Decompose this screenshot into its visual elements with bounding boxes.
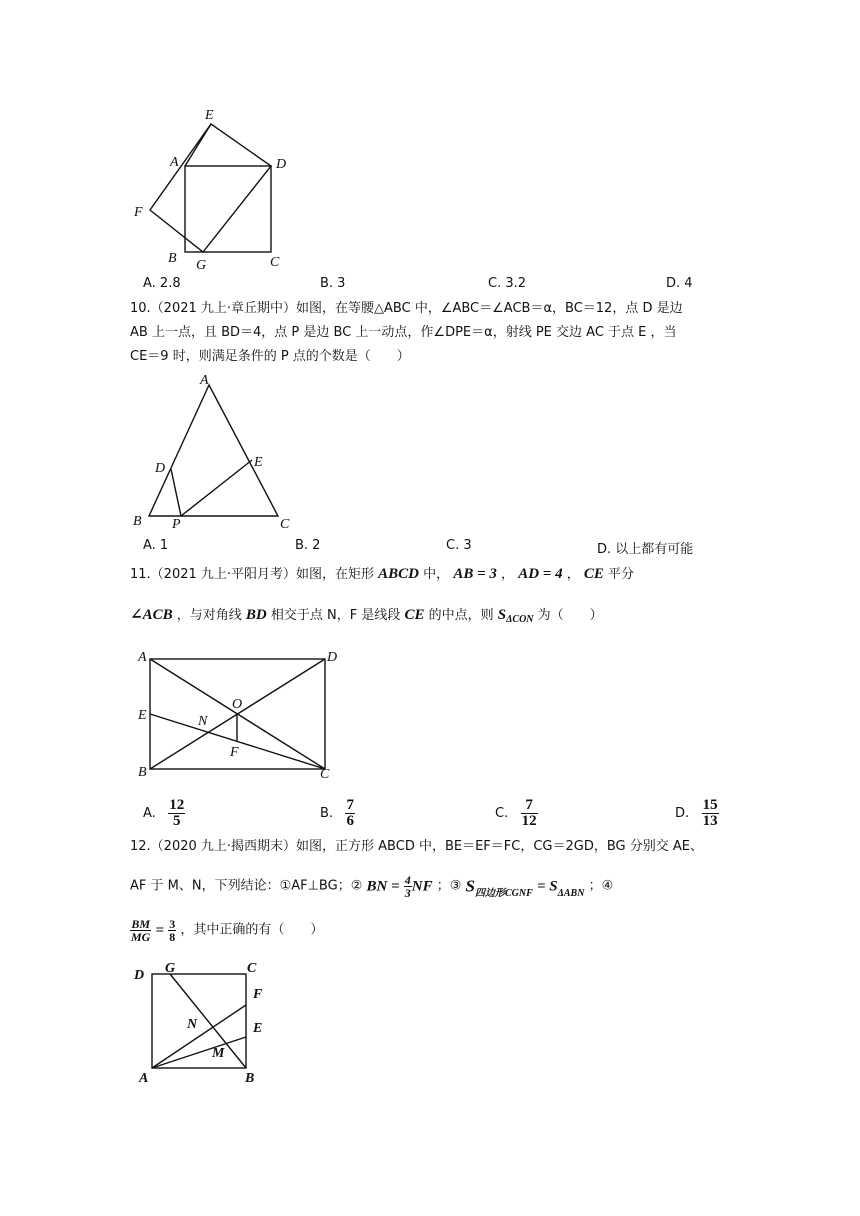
q11-option-a-den: 5 <box>172 813 181 829</box>
q10-option-b[interactable]: B. 2 <box>295 538 321 553</box>
q9-option-a[interactable]: A. 2.8 <box>143 276 181 291</box>
q12-line2-nf: NF <box>411 878 433 895</box>
q12-line2-s1: S <box>465 876 476 896</box>
q11-line2-ce: CE <box>404 607 425 623</box>
q12-label-m: M <box>212 1046 225 1061</box>
q12-label-g: G <box>165 961 176 976</box>
q10-stem-line1: 10.（2021 九上·章丘期中）如图，在等腰△ABC 中，∠ABC＝∠ACB＝α，BC＝12，点 D 是边 <box>130 301 683 316</box>
q12-line2-s1-sub: 四边形CGNF <box>475 888 533 899</box>
q12-square-abcd <box>152 974 246 1068</box>
q12-label-e: E <box>253 1021 263 1036</box>
q12-segment-bg <box>170 974 246 1068</box>
q9-label-g: G <box>196 258 207 273</box>
q10-label-a: A <box>200 373 209 388</box>
q9-label-d: D <box>276 157 287 172</box>
q11-line2-i: 为（ ） <box>537 608 603 623</box>
q9-option-d[interactable]: D. 4 <box>666 276 693 291</box>
q12-line2-semi: ；③ <box>436 878 462 894</box>
q11-option-c-num: 7 <box>521 798 538 814</box>
q11-line1-ce: CE <box>583 566 604 582</box>
q12-line3-frac-num: 3 <box>169 917 176 931</box>
q12-line2-bn: BN = <box>366 878 400 895</box>
q11-line1-ab: AB = 3 <box>453 566 497 582</box>
q12-line3-frac-den: 8 <box>169 930 176 944</box>
q11-option-b-den: 6 <box>346 813 354 829</box>
q11-label-f: F <box>230 745 239 760</box>
q11-option-c-letter: C. <box>495 806 509 821</box>
q11-label-c: C <box>320 767 330 782</box>
q12-label-b: B <box>245 1071 255 1086</box>
q11-label-e: E <box>138 708 147 723</box>
q11-line2-s: S <box>497 607 507 623</box>
q11-option-a-letter: A. <box>143 806 156 821</box>
q12-label-a: A <box>139 1071 149 1086</box>
q9-label-e: E <box>205 108 214 123</box>
q11-option-c-den: 12 <box>521 813 537 829</box>
q11-line1-a: 11.（2021 九上·平阳月考）如图，在矩形 <box>130 567 375 582</box>
q11-line2-d: 相交于点 N，F 是线段 <box>270 608 401 623</box>
q11-line1-pingfen: 平分 <box>608 567 635 582</box>
q11-line2-bd: BD <box>245 607 267 623</box>
q11-line2-f: 的中点，则 <box>428 608 494 623</box>
q10-stem-line2: AB 上一点，且 BD＝4，点 P 是边 BC 上一动点，作∠DPE＝α，射线 PE 交边 AC 于点 E ，当 <box>130 325 677 340</box>
q11-option-d-den: 13 <box>702 813 718 829</box>
q12-line2-c4: ；④ <box>588 878 614 894</box>
q9-label-b: B <box>168 251 177 266</box>
q12-line2-a: AF 于 M、N，下列结论：①AF⊥BG；② <box>130 878 363 894</box>
q11-option-d-num: 15 <box>702 797 718 813</box>
q9-label-c: C <box>270 255 280 270</box>
q12-line2-frac-num: 4 <box>404 873 411 887</box>
q12-label-d: D <box>134 968 145 983</box>
q12-line3-eq: = <box>155 922 165 939</box>
q11-line2-angle: ∠ACB <box>130 607 173 623</box>
q11-line1-comma1: ， <box>501 567 515 582</box>
q11-label-d: D <box>327 650 338 665</box>
q11-option-b-letter: B. <box>320 806 334 821</box>
q12-line2-eq: = S <box>536 878 558 895</box>
q11-line2-b: ，与对角线 <box>176 608 242 623</box>
q12-line3-ratio-num: BM <box>131 917 151 931</box>
q11-label-a: A <box>138 650 147 665</box>
q10-stem-line3: CE＝9 时，则满足条件的 P 点的个数是（ ） <box>130 349 410 364</box>
q10-label-e: E <box>254 455 263 470</box>
q12-segment-ae <box>152 1037 246 1068</box>
q10-option-d[interactable]: D. 以上都有可能 <box>597 542 694 557</box>
q12-segment-af <box>152 1005 246 1068</box>
q11-option-d-letter: D. <box>675 806 690 821</box>
q9-label-a: A <box>170 155 179 170</box>
q10-option-a[interactable]: A. 1 <box>143 538 169 553</box>
q9-option-b[interactable]: B. 3 <box>320 276 346 291</box>
q12-label-f: F <box>253 987 263 1002</box>
q12-line3-rest: ，其中正确的有（ ） <box>180 922 324 938</box>
q11-label-b: B <box>138 765 147 780</box>
q10-label-d: D <box>155 461 166 476</box>
q11-line1-comma2: ， <box>566 567 580 582</box>
q9-option-c[interactable]: C. 3.2 <box>488 276 527 291</box>
q11-label-o: O <box>232 697 243 712</box>
q12-stem-line1: 12.（2020 九上·揭西期末）如图，正方形 ABCD 中，BE＝EF＝FC，CG＝2GD，BG 分别交 AE、 <box>130 839 703 854</box>
q11-option-a-num: 12 <box>169 797 185 813</box>
q12-label-c: C <box>247 961 257 976</box>
q10-label-p: P <box>172 517 181 532</box>
q11-label-n: N <box>198 714 208 729</box>
q12-line2-s2-sub: ΔABN <box>557 888 585 899</box>
q9-label-f: F <box>134 205 143 220</box>
q11-line1-abcd: ABCD <box>378 566 420 582</box>
q11-line1-ad: AD = 4 <box>518 566 563 582</box>
q12-label-n: N <box>187 1017 198 1032</box>
q12-line2-frac-den: 3 <box>404 886 411 900</box>
q10-label-b: B <box>133 514 142 529</box>
q10-option-c[interactable]: C. 3 <box>446 538 472 553</box>
q11-line2-s-sub: ΔCON <box>506 614 534 625</box>
q10-label-c: C <box>280 517 290 532</box>
q12-line3-ratio-den: MG <box>131 930 151 944</box>
q11-line1-c: 中， <box>423 567 450 582</box>
q11-option-b-num: 7 <box>346 797 354 813</box>
